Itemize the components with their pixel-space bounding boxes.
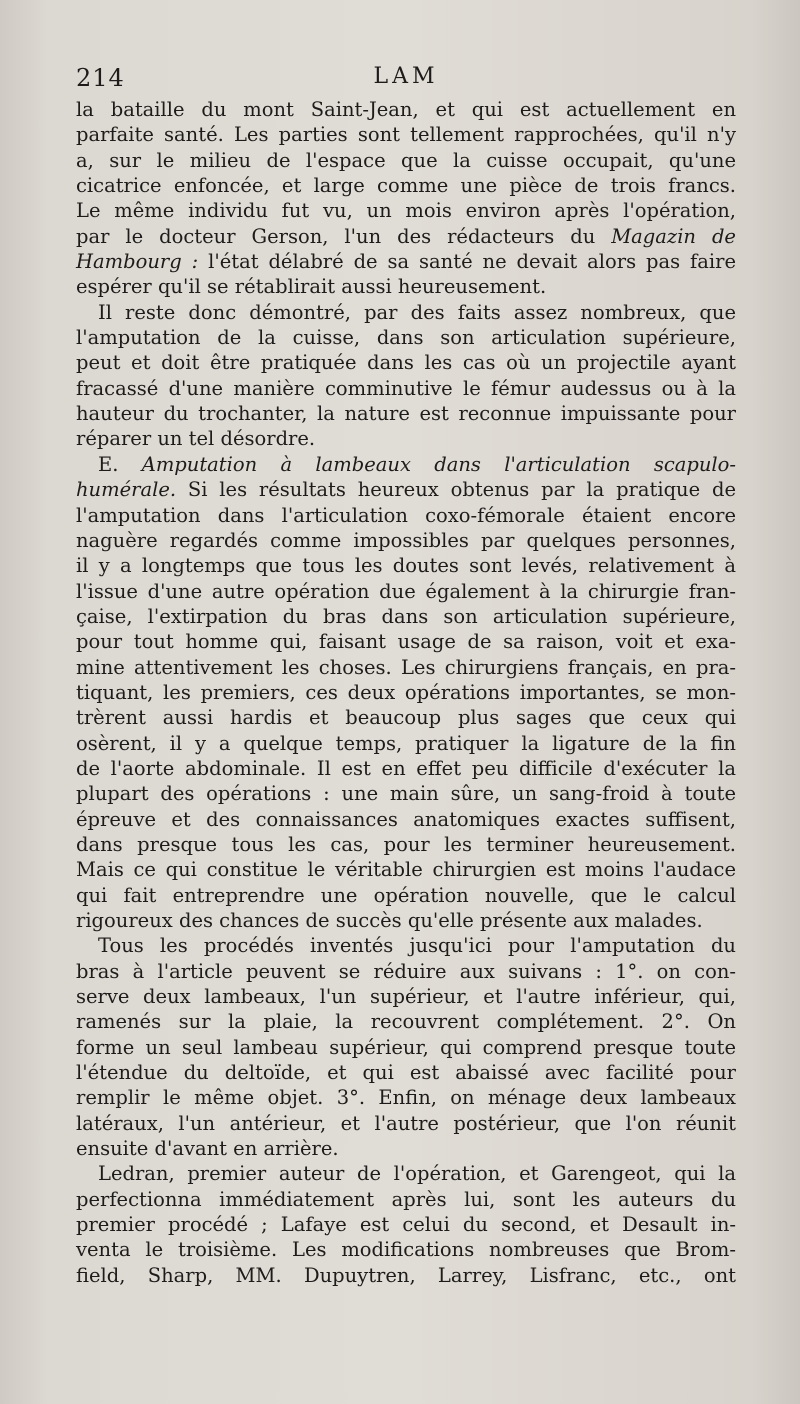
text-line: la bataille du mont Saint-Jean, et qui est actuellement en <box>76 98 736 121</box>
text-line: Ledran, premier auteur de l'opération, et Garengeot, qui la <box>98 1162 736 1186</box>
text-line: serve deux lambeaux, l'un supérieur, et l'autre inférieur, qui, <box>76 985 736 1009</box>
text-line: remplir le même objet. 3°. Enfin, on ménage deux lambeaux <box>76 1086 736 1110</box>
text-segment: par le docteur Gerson, l'un des rédacteurs du <box>76 224 612 248</box>
text-line: l'étendue du deltoïde, et qui est abaissé avec facilité pour <box>76 1061 736 1085</box>
text-line: réparer un tel désordre. <box>76 427 316 451</box>
text-line: peut et doit être pratiquée dans les cas où un projectile ayant <box>76 351 736 375</box>
text-line: latéraux, l'un antérieur, et l'autre postérieur, que l'on réunit <box>76 1111 736 1135</box>
text-line: cicatrice enfoncée, et large comme une pièce de trois francs. <box>76 174 736 198</box>
page-header <box>76 64 736 94</box>
page-number: 214 <box>76 64 125 92</box>
text-line: forme un seul lambeau supérieur, qui comprend presque toute <box>76 1035 736 1059</box>
text-line: çaise, l'extirpation du bras dans son articulation supérieure, <box>76 604 736 628</box>
text-line: plupart des opérations : une main sûre, un sang-froid à toute <box>76 782 736 806</box>
text-line: ramenés sur la plaie, la recouvrent complétement. 2°. On <box>76 1010 736 1034</box>
text-line <box>76 452 736 477</box>
text-line: ensuite d'avant en arrière. <box>76 1137 339 1161</box>
text-line: rigoureux des chances de succès qu'elle présente aux malades. <box>76 909 703 932</box>
italic-text: Magazin de <box>611 224 736 248</box>
text-segment: Si les résultats heureux obtenus par la pratique de <box>176 478 736 502</box>
text-line: naguère regardés comme impossibles par quelques personnes, <box>76 528 736 552</box>
text-segment: E. <box>98 452 142 476</box>
running-head: LAM <box>373 64 439 89</box>
text-line: mine attentivement les choses. Les chirurgiens français, en pra- <box>76 655 736 679</box>
text-line: a, sur le milieu de l'espace que la cuisse occupait, qu'une <box>76 148 736 172</box>
text-line: Il reste donc démontré, par des faits assez nombreux, que <box>98 300 736 324</box>
italic-text: Amputation à lambeaux dans l'articulation scapulo- <box>141 452 736 476</box>
text-line: perfectionna immédiatement après lui, sont les auteurs du <box>76 1187 736 1211</box>
text-line: hauteur du trochanter, la nature est reconnue impuissante pour <box>76 402 736 426</box>
italic-text: Hambourg : <box>76 250 199 274</box>
text-line: de l'aorte abdominale. Il est en effet peu difficile d'exécuter la <box>76 756 736 780</box>
text-line: pour tout homme qui, faisant usage de sa raison, voit et exa- <box>76 630 736 654</box>
text-line: parfaite santé. Les parties sont tellement rapprochées, qu'il n'y <box>76 123 736 147</box>
text-line <box>76 477 736 502</box>
text-line: fracassé d'une manière comminutive le fémur audessus ou à la <box>76 376 736 400</box>
text-line: Mais ce qui constitue le véritable chirurgien est moins l'audace <box>76 858 736 882</box>
text-line: l'amputation de la cuisse, dans son articulation supérieure, <box>76 326 736 350</box>
body-text <box>76 97 736 1288</box>
text-line: l'amputation dans l'articulation coxo-fémorale étaient encore <box>76 503 736 527</box>
text-line: il y a longtemps que tous les doutes sont levés, relativement à <box>76 554 736 578</box>
text-line: bras à l'article peuvent se réduire aux suivans : 1°. on con- <box>76 959 736 983</box>
text-line: espérer qu'il se rétablirait aussi heureusement. <box>76 275 547 299</box>
text-line: Tous les procédés inventés jusqu'ici pour l'amputation du <box>98 934 736 958</box>
text-line: épreuve et des connaissances anatomiques exactes suffisent, <box>76 807 736 831</box>
text-line: venta le troisième. Les modifications nombreuses que Brom- <box>76 1238 736 1262</box>
text-line: Le même individu fut vu, un mois environ après l'opération, <box>76 199 736 223</box>
text-line <box>76 249 736 274</box>
text-line: trèrent aussi hardis et beaucoup plus sages que ceux qui <box>76 706 736 730</box>
text-line: field, Sharp, MM. Dupuytren, Larrey, Lisfranc, etc., ont <box>76 1263 736 1287</box>
text-segment: l'état délabré de sa santé ne devait alors pas faire <box>198 250 736 274</box>
text-line <box>76 224 736 249</box>
text-line: tiquant, les premiers, ces deux opérations importantes, se mon- <box>76 680 736 704</box>
text-line: l'issue d'une autre opération due également à la chirurgie fran- <box>76 579 736 603</box>
italic-text: humérale. <box>76 478 177 502</box>
text-line: osèrent, il y a quelque temps, pratiquer la ligature de la fin <box>76 731 736 755</box>
text-line: dans presque tous les cas, pour les terminer heureusement. <box>76 832 736 856</box>
text-line: qui fait entreprendre une opération nouvelle, que le calcul <box>76 883 736 907</box>
text-line: premier procédé ; Lafaye est celui du second, et Desault in- <box>76 1213 736 1237</box>
